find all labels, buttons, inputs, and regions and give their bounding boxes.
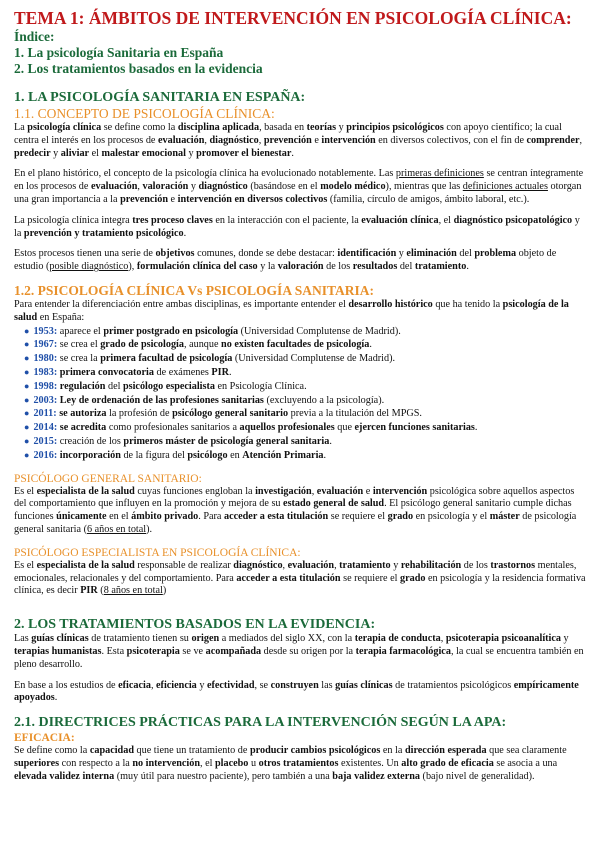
paragraph-evidence-based: En base a los estudios de eficacia, eficiencia y efectividad, se construyen las guías clínicas de tratamientos psicológicos empíricamente apoyados. [14, 679, 579, 704]
paragraph-key-processes: La psicología clínica integra tres proceso claves en la interacción con el paciente, la evaluación clínica, el diagnóstico psicopatológico y la prevención y tratamiento psicológico. [14, 214, 580, 239]
paragraph-general-health-psychologist: Es el especialista de la salud cuyas funciones engloban la investigación, evaluación e intervención psicológica sobre aquellos aspectos del comportamiento que influyen en la promoción y mejora de su estado general de salud. El psicólogo general sanitario cumple dichas funciones únicamente en el ámbito privado. Para acceder a esta titulación se requiere el grado en psicología y el máster de psicología general sanitaria (6 años en total). [14, 485, 577, 535]
index-item-2: 2. Los tratamientos basados en la evidencia [14, 61, 263, 76]
timeline-item: ● 1983: primera convocatoria de exámenes PIR. [24, 366, 232, 378]
efficacy-heading: EFICACIA: [14, 732, 75, 745]
timeline-item: ● 2014: se acredita como profesionales sanitarios a aquellos profesionales que ejercen funciones sanitarias. [24, 422, 478, 434]
bullet-icon: ● [24, 366, 30, 377]
clinical-psychologist-heading: PSICÓLOGO ESPECIALISTA EN PSICOLOGÍA CLÍNICA: [14, 546, 301, 559]
bullet-icon: ● [24, 422, 30, 433]
document-title: TEMA 1: ÁMBITOS DE INTERVENCIÓN EN PSICOLOGÍA CLÍNICA: [14, 8, 572, 28]
timeline-item: ● 2015: creación de los primeros máster de psicología general sanitaria. [24, 435, 332, 447]
general-health-psychologist-heading: PSICÓLOGO GENERAL SANITARIO: [14, 472, 202, 485]
subsection-2-1-heading: 2.1. DIRECTRICES PRÁCTICAS PARA LA INTERVENCIÓN SEGÚN LA APA: [14, 715, 507, 731]
bullet-icon: ● [24, 339, 30, 350]
timeline-item: ● 2016: incorporación de la figura del psicólogo en Atención Primaria. [24, 449, 327, 461]
bullet-icon: ● [24, 394, 30, 405]
section-1-heading: 1. LA PSICOLOGÍA SANITARIA EN ESPAÑA: [14, 90, 306, 105]
bullet-icon: ● [24, 380, 30, 391]
paragraph-historical-evolution: En el plano histórico, el concepto de la psicología clínica ha evolucionado notablemente. Las primeras definiciones se centran íntegramente en los procesos de evaluación, valoración y diagnóstico (basándose en el modelo médico), mientras que las definiciones actuales otorgan una gran importancia a la prevención e intervención en diversos colectivos (familia, círculo de amigos, ámbito laboral, etc.). [14, 168, 584, 205]
bullet-icon: ● [24, 435, 30, 446]
index-item-1: 1. La psicología Sanitaria en España [14, 45, 224, 60]
timeline-item: ● 1998: regulación del psicólogo especialista en Psicología Clínica. [24, 380, 307, 392]
paragraph-historical-development: Para entender la diferenciación entre ambas disciplinas, es importante entender el desarrollo histórico que ha tenido la psicología de la salud en España: [14, 298, 569, 323]
bullet-icon: ● [24, 408, 30, 419]
subsection-1-1-heading: 1.1. CONCEPTO DE PSICOLOGÍA CLÍNICA: [14, 106, 275, 121]
paragraph-clinical-psychologist: Es el especialista de la salud responsable de realizar diagnóstico, evaluación, tratamiento y rehabilitación de los trastornos mentales, emocionales, relacionales y del comportamiento. Para acceder a esta titulación se requiere el grado en psicología y la residencia formativa clínica, es decir PIR (8 años en total) [14, 559, 586, 597]
timeline-item: ● 2011: se autoriza la profesión de psicólogo general sanitario previa a la titulación del MPGS. [24, 408, 422, 420]
index-label: Índice: [14, 29, 55, 44]
timeline-item: ● 1967: se crea el grado de psicología, aunque no existen facultades de psicología. [24, 339, 372, 351]
timeline-item: ● 1980: se crea la primera facultad de psicología (Universidad Complutense de Madrid). [24, 353, 396, 365]
paragraph-objectives: Estos procesos tienen una serie de objetivos comunes, donde se debe destacar: identificación y eliminación del problema objeto de estudio (posible diagnóstico), formulación clínica del caso y la valoración de los resultados del tratamiento. [14, 248, 557, 273]
timeline-item: ● 2003: Ley de ordenación de las profesiones sanitarias (excluyendo a la psicología). [24, 394, 385, 406]
section-2-heading: 2. LOS TRATAMIENTOS BASADOS EN LA EVIDENCIA: [14, 617, 376, 633]
bullet-icon: ● [24, 449, 30, 460]
bullet-icon: ● [24, 325, 30, 336]
timeline-item: ● 1953: aparece el primer postgrado en psicología (Universidad Complutense de Madrid). [24, 325, 401, 337]
paragraph-clinical-definition: La psicología clínica se define como la disciplina aplicada, basada en teorías y principios psicológicos con apoyo científico; la cual centra el interés en los procesos de evaluación, diagnóstico, prevención e intervención en diversos colectivos, con el fin de comprender, predecir y aliviar el malestar emocional y promover el bienestar. [14, 122, 583, 159]
bullet-icon: ● [24, 353, 30, 364]
paragraph-clinical-guides-origin: Las guías clínicas de tratamiento tienen su origen a mediados del siglo XX, con la terapia de conducta, psicoterapia psicoanalítica y terapias humanistas. Esta psicoterapia se ve acompañada desde su origen por la terapia farmacológica, la cual se encuentra también en pleno desarrollo. [14, 633, 584, 670]
paragraph-efficacy: Se define como la capacidad que tiene un tratamiento de producir cambios psicológicos en la dirección esperada que sea claramente superiores con respecto a la no intervención, el placebo u otros tratamientos existentes. Un alto grado de eficacia se asocia a una elevada validez interna (muy útil para nuestro paciente), pero también a una baja validez externa (bajo nivel de generalidad). [14, 745, 567, 782]
subsection-1-2-heading: 1.2. PSICOLOGÍA CLÍNICA Vs PSICOLOGÍA SANITARIA: [14, 282, 374, 298]
timeline-list [14, 325, 586, 463]
